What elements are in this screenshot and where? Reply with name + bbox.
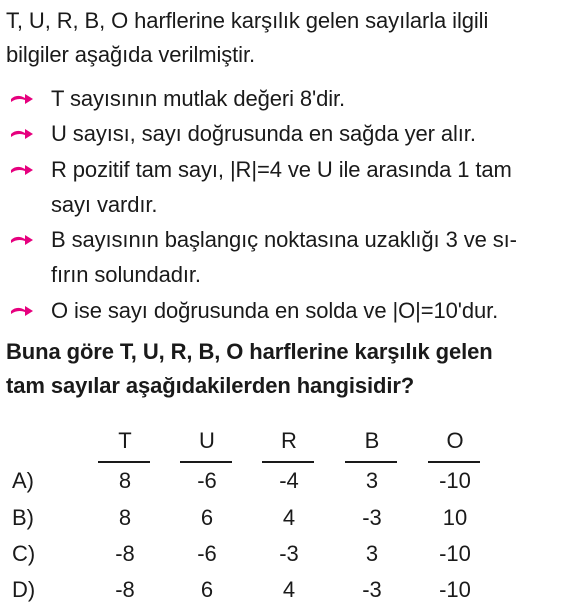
column-header-u: U bbox=[199, 428, 215, 453]
right-arrow-icon bbox=[10, 127, 34, 141]
option-d-b: -3 bbox=[362, 577, 382, 602]
option-a-label[interactable]: A) bbox=[12, 468, 34, 493]
option-d-u: 6 bbox=[200, 577, 214, 602]
option-d-o: -10 bbox=[439, 577, 471, 602]
column-header-t: T bbox=[118, 428, 132, 453]
option-b-r: 4 bbox=[282, 505, 296, 530]
option-a-u: -6 bbox=[197, 468, 217, 493]
column-header-o: O bbox=[446, 428, 464, 453]
option-d-label[interactable]: D) bbox=[12, 577, 36, 602]
option-b-u: 6 bbox=[200, 505, 214, 530]
question-line-2: tam sayılar aşağıdakilerden hangisidir? bbox=[6, 373, 415, 398]
option-a-o: -10 bbox=[439, 468, 471, 493]
option-c-o: -10 bbox=[439, 541, 471, 566]
option-a-b: 3 bbox=[365, 468, 379, 493]
question-line-1: Buna göre T, U, R, B, O harflerine karşılık gelen bbox=[6, 339, 493, 364]
right-arrow-icon bbox=[10, 92, 34, 106]
bullet-4-line-1: B sayısının başlangıç noktasına uzaklığı 3 ve sı- bbox=[51, 227, 517, 252]
bullet-4-line-2: fırın solundadır. bbox=[51, 262, 201, 287]
intro-line-1: T, U, R, B, O harflerine karşılık gelen sayılarla ilgili bbox=[6, 8, 489, 33]
option-c-t: -8 bbox=[115, 541, 135, 566]
bullet-3-line-2: sayı vardır. bbox=[51, 192, 158, 217]
option-b-t: 8 bbox=[118, 505, 132, 530]
option-a-t: 8 bbox=[118, 468, 132, 493]
column-rule-b bbox=[345, 461, 397, 463]
right-arrow-icon bbox=[10, 304, 34, 318]
option-c-b: 3 bbox=[365, 541, 379, 566]
bullet-3-line-1: R pozitif tam sayı, |R|=4 ve U ile arasında 1 tam bbox=[51, 157, 512, 182]
column-rule-o bbox=[428, 461, 480, 463]
column-rule-t bbox=[98, 461, 150, 463]
column-rule-u bbox=[180, 461, 232, 463]
option-b-o: 10 bbox=[442, 505, 468, 530]
column-header-b: B bbox=[364, 428, 380, 453]
right-arrow-icon bbox=[10, 233, 34, 247]
option-c-label[interactable]: C) bbox=[12, 541, 36, 566]
bullet-5-line-1: O ise sayı doğrusunda en solda ve |O|=10'dur. bbox=[51, 298, 499, 323]
intro-line-2: bilgiler aşağıda verilmiştir. bbox=[6, 42, 255, 67]
bullet-1-line-1: T sayısının mutlak değeri 8'dir. bbox=[51, 86, 346, 111]
option-b-b: -3 bbox=[362, 505, 382, 530]
column-rule-r bbox=[262, 461, 314, 463]
option-d-r: 4 bbox=[282, 577, 296, 602]
right-arrow-icon bbox=[10, 163, 34, 177]
option-c-u: -6 bbox=[197, 541, 217, 566]
option-d-t: -8 bbox=[115, 577, 135, 602]
column-header-r: R bbox=[281, 428, 297, 453]
bullet-2-line-1: U sayısı, sayı doğrusunda en sağda yer alır. bbox=[51, 121, 476, 146]
option-c-r: -3 bbox=[279, 541, 299, 566]
option-a-r: -4 bbox=[279, 468, 299, 493]
option-b-label[interactable]: B) bbox=[12, 505, 34, 530]
